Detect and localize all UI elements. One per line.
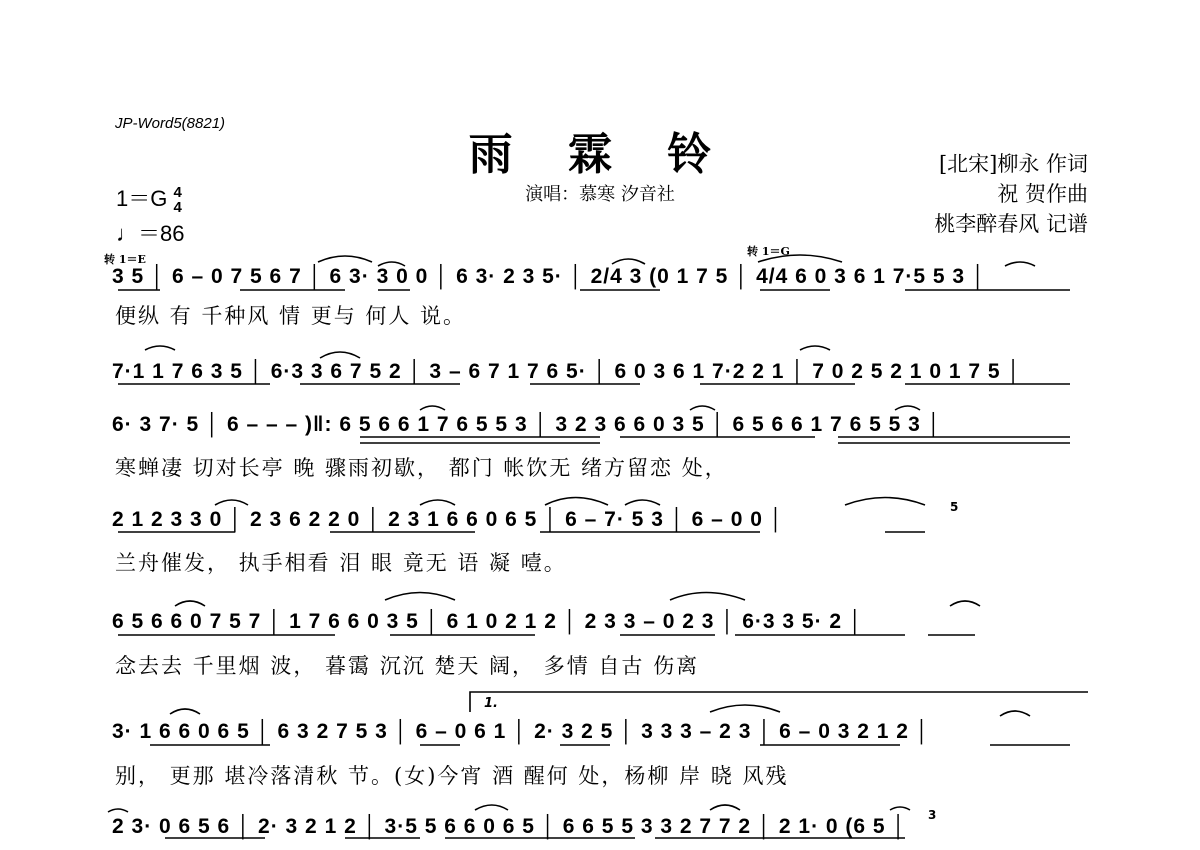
score-row-3: 6· 3 7· 5 │ 6 – – – )‖: 6 5 6 6 1 7 6 5 5 3 │ 3 2 3 6 6 0 3 5 │ 6 5 6 6 1 7 6 5 5 3 │	[112, 413, 942, 436]
score-row-5: 6 5 6 6 0 7 5 7 │ 1 7 6 6 0 3 5 │ 6 1 0 2 1 2 │ 2 3 3 – 0 2 3 │ 6·3 3 5· 2 │	[112, 610, 864, 633]
lyrics-row-6: 别， 更那 堪冷落清秋 节。(女)今宵 酒 醒何 处，杨柳 岸 晓 风残	[115, 764, 789, 788]
modulation-mark-g: 转 1＝G	[747, 245, 790, 258]
transcriber-credit: 桃李醉春风 记谱	[934, 212, 1088, 236]
tempo-note-icon: ♩	[116, 221, 138, 246]
time-bottom: 4	[173, 199, 182, 217]
page-title: 雨 霖 铃	[468, 129, 732, 180]
lyrics-row-3: 寒蝉凄 切对长亭 晚 骤雨初歇， 都门 帐饮无 绪方留恋 处，	[115, 456, 728, 480]
score-row-7: 2 3· 0 6 5 6 │ 2· 3 2 1 2 │ 3·5 5 6 6 0 6 5 │ 6 6 5 5 3 3 2 7 7 2 │ 2 1· 0 (6 5 │	[112, 815, 907, 838]
score-row-6: 3· 1 6 6 0 6 5 │ 6 3 2 7 5 3 │ 6 – 0 6 1 │ 2· 3 2 5 │ 3 3 3 – 2 3 │ 6 – 0 3 2 1 2 │	[112, 720, 930, 743]
grace-note-2: 3	[928, 808, 937, 822]
key-label: 1＝G	[116, 186, 168, 211]
volta-label: 1.	[484, 696, 498, 711]
score-row-4: 2 1 2 3 3 0 │ 2 3 6 2 2 0 │ 2 3 1 6 6 0 6 5 │ 6 – 7· 5 3 │ 6 – 0 0 │	[112, 508, 784, 531]
score-row-2: 7·1 1 7 6 3 5 │ 6·3 3 6 7 5 2 │ 3 – 6 7 1 7 6 5· │ 6 0 3 6 1 7·2 2 1 │ 7 0 2 5 2 1 0 1 7 5 │	[112, 360, 1022, 383]
composer-credit: 祝 贺作曲	[997, 182, 1088, 206]
lyrics-row-1: 便纵 有 千种风 情 更与 何人 说。	[115, 304, 467, 328]
lyrics-row-4: 兰舟催发， 执手相看 泪 眼 竟无 语 凝 噎。	[115, 551, 567, 575]
tempo-value: ＝86	[138, 221, 185, 246]
grace-note-1: 5	[950, 500, 959, 514]
time-top: 4	[173, 184, 182, 202]
modulation-mark-e: 转 1＝E	[104, 253, 146, 266]
lyricist-credit: [北宋]柳永 作词	[938, 152, 1088, 176]
app-label: JP-Word5(8821)	[115, 115, 226, 132]
score-row-1: 3 5 │ 6 – 0 7 5 6 7 │ 6 3· 3 0 0 │ 6 3· 2 3 5· │ 2/4 3 (0 1 7 5 │ 4/4 6 0 3 6 1 7·5 5 3 │	[112, 265, 987, 288]
singer-credit: 演唱：慕寒 汐音社	[525, 184, 675, 205]
lyrics-row-5: 念去去 千里烟 波， 暮霭 沉沉 楚天 阔， 多情 自古 伤离	[115, 654, 700, 678]
